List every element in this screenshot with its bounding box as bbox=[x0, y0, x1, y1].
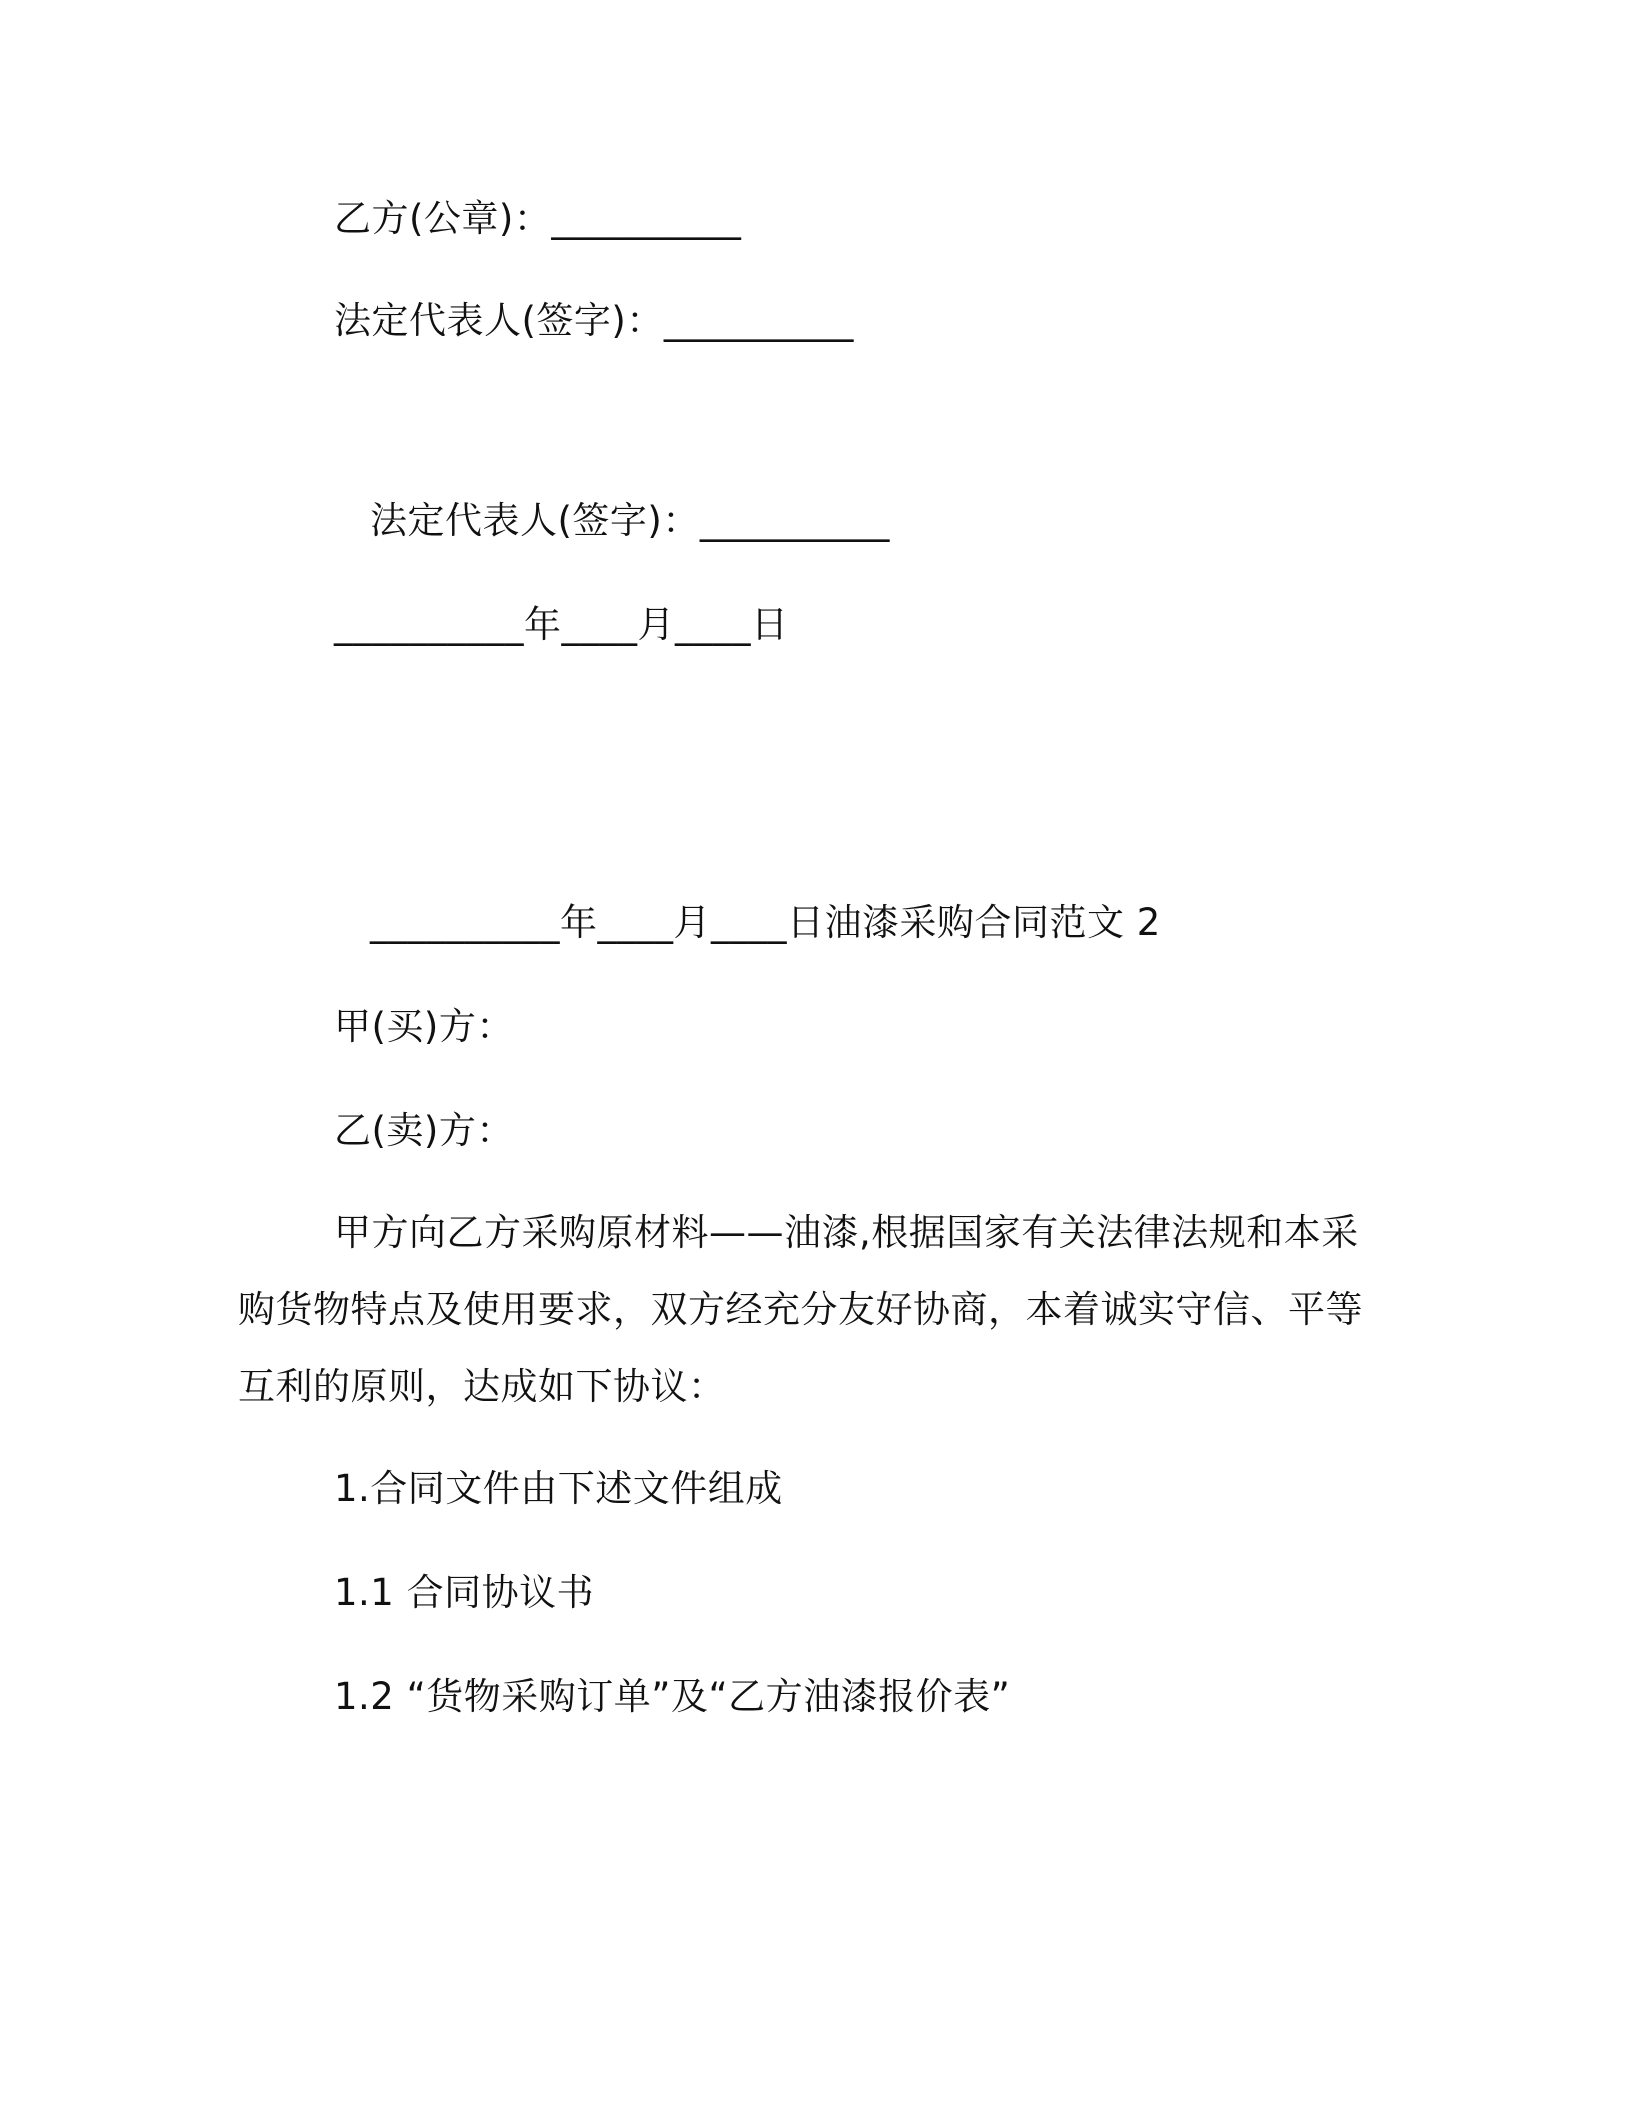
party-b-seal-line: 乙方(公章)：__________ bbox=[334, 197, 742, 240]
date-line: __________年____月____日 bbox=[334, 603, 789, 646]
legal-representative-signature-line-indented: 法定代表人(签字)：__________ bbox=[370, 499, 890, 542]
legal-representative-signature-line: 法定代表人(签字)：__________ bbox=[334, 299, 854, 342]
party-b-seller-line: 乙(卖)方： bbox=[334, 1109, 514, 1152]
document-title-line: __________年____月____日油漆采购合同范文 2 bbox=[370, 901, 1161, 944]
intro-paragraph: 甲方向乙方采购原材料——油漆,根据国家有关法律法规和本采购货物特点及使用要求，双方经充分友好协商，本着诚实守信、平等互利的原则，达成如下协议： bbox=[238, 1211, 1363, 1408]
clause-1-1: 1.1 合同协议书 bbox=[334, 1571, 595, 1614]
clause-1-2: 1.2 “货物采购订单”及“乙方油漆报价表” bbox=[334, 1675, 1011, 1718]
party-a-buyer-line: 甲(买)方： bbox=[334, 1005, 514, 1048]
clause-1: 1.合同文件由下述文件组成 bbox=[334, 1467, 783, 1510]
